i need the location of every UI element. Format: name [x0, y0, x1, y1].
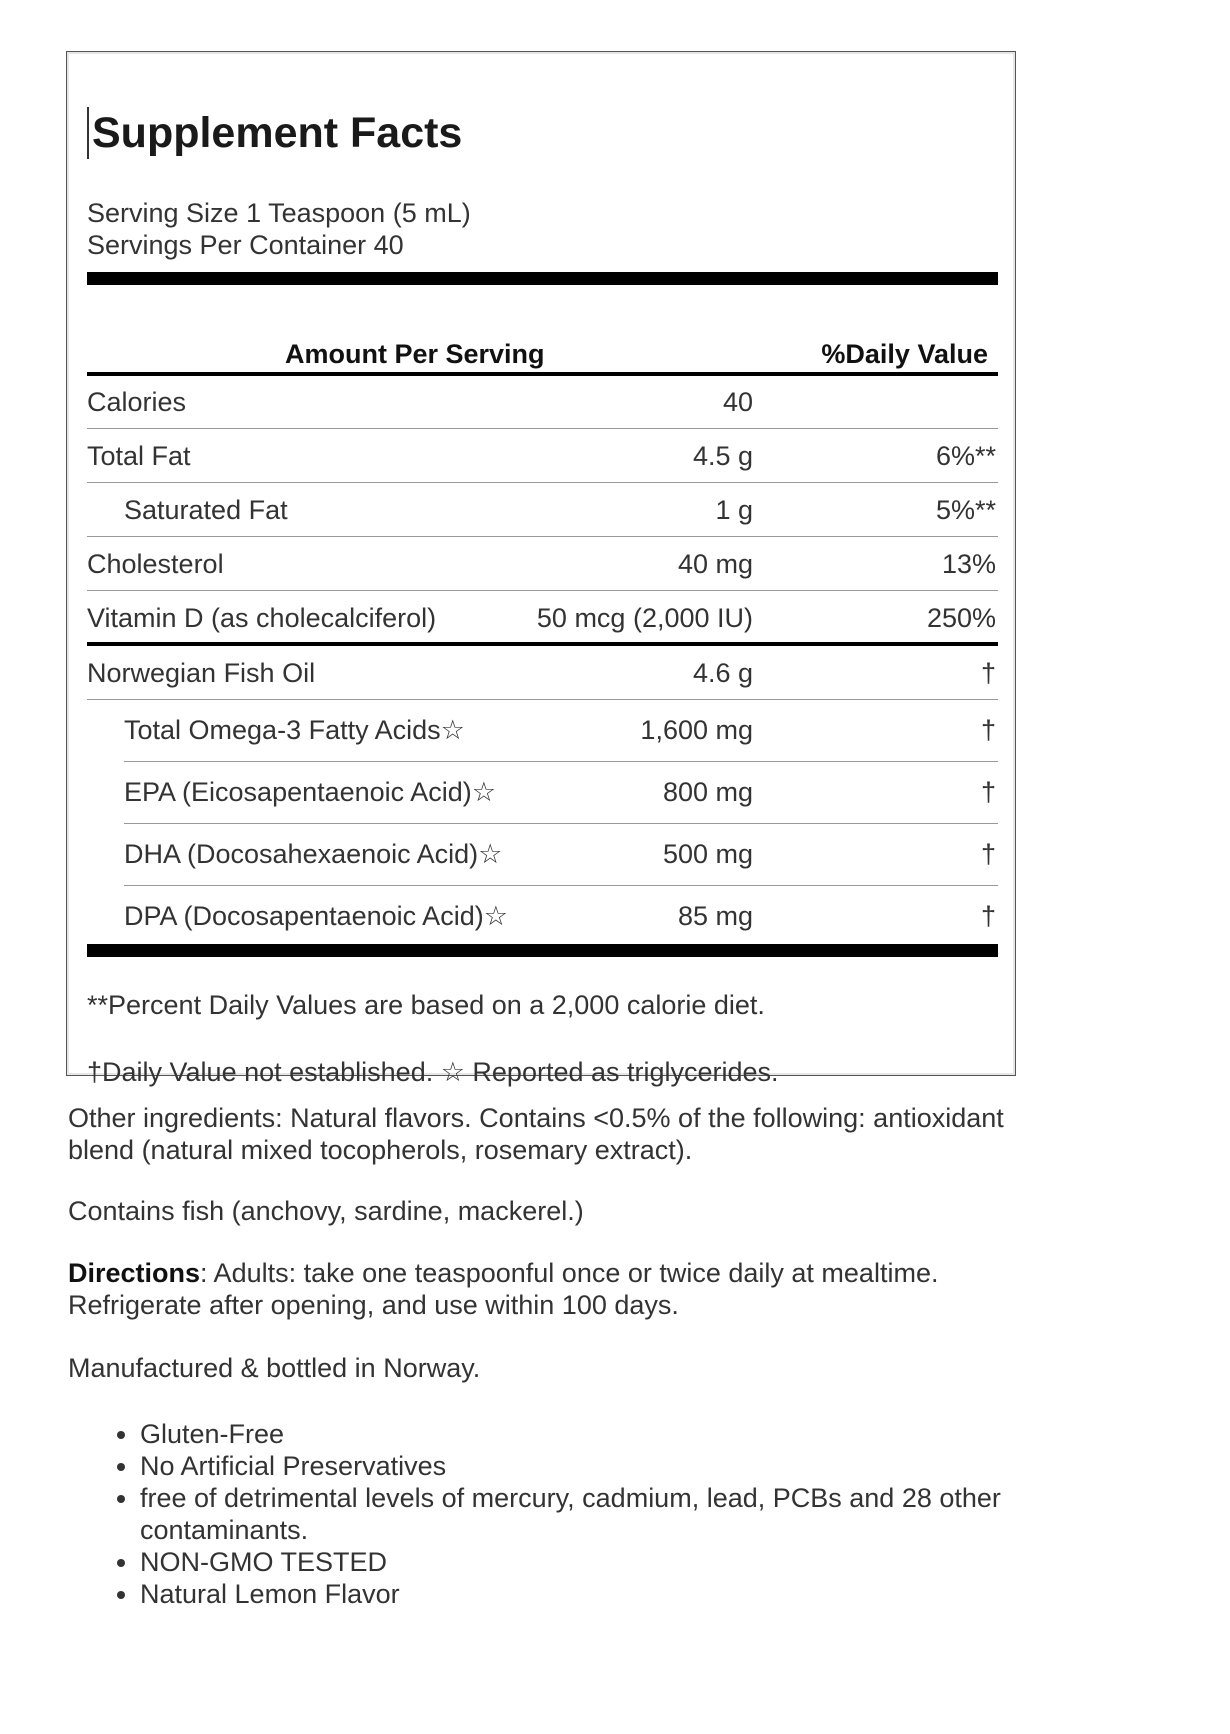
row-divider — [87, 482, 998, 483]
nutrient-amount: 1 g — [715, 495, 753, 525]
nutrient-daily-value: † — [980, 777, 996, 807]
table-row — [87, 384, 998, 420]
supplement-facts-panel — [66, 51, 1016, 1087]
directions — [68, 1257, 1028, 1321]
other-ingredients: Other ingredients: Natural flavors. Contains <0.5% of the following: antioxidant blend (natural mixed tocopherols, rosemary extract). — [68, 1103, 1004, 1165]
nutrient-amount: 1,600 mg — [640, 715, 753, 745]
directions-label: Directions — [68, 1258, 201, 1288]
section-rule — [87, 642, 998, 646]
list-item: • NON-GMO TESTED — [140, 1546, 1040, 1578]
nutrient-name: Calories — [87, 387, 187, 417]
nutrient-name: Total Omega-3 Fatty Acids☆ — [124, 715, 465, 745]
nutrient-amount: 40 mg — [677, 549, 753, 579]
nutrient-name: Total Fat — [87, 441, 191, 471]
directions-text: : Adults: take one teaspoonful once or twice daily at mealtime. Refrigerate after opening, and use within 100 days. — [68, 1258, 939, 1320]
nutrient-amount: 500 mg — [662, 839, 753, 869]
nutrient-daily-value: † — [980, 839, 996, 869]
daily-value-header: %Daily Value — [821, 339, 988, 369]
row-divider — [124, 885, 998, 886]
manufactured-statement: Manufactured & bottled in Norway. — [68, 1353, 481, 1383]
header-rule — [87, 372, 998, 376]
table-header — [87, 339, 998, 370]
nutrient-name: Saturated Fat — [124, 495, 288, 525]
list-item: • No Artificial Preservatives — [140, 1450, 1040, 1482]
row-divider — [87, 536, 998, 537]
table-row — [87, 774, 998, 810]
table-row — [87, 898, 998, 934]
nutrient-daily-value: † — [980, 715, 996, 745]
table-row — [87, 600, 998, 636]
table-row — [87, 836, 998, 872]
nutrient-name: Vitamin D (as cholecalciferol) — [87, 603, 437, 633]
nutrient-amount: 40 — [722, 387, 753, 417]
feature-list — [68, 1418, 1040, 1610]
row-divider — [87, 590, 998, 591]
nutrient-daily-value: † — [980, 901, 996, 931]
row-divider — [124, 823, 998, 824]
row-divider — [87, 699, 998, 700]
nutrient-amount: 50 mcg (2,000 IU) — [536, 603, 753, 633]
dagger-footnote: †Daily Value not established. ☆ Reported as triglycerides. — [87, 1057, 779, 1087]
nutrient-daily-value: 13% — [941, 549, 996, 579]
row-divider — [87, 428, 998, 429]
percent-footnote: **Percent Daily Values are based on a 2,000 calorie diet. — [87, 990, 765, 1020]
nutrient-name: Norwegian Fish Oil — [87, 658, 316, 688]
nutrient-name: DPA (Docosapentaenoic Acid)☆ — [124, 901, 508, 931]
nutrient-amount: 85 mg — [677, 901, 753, 931]
nutrient-daily-value: † — [980, 658, 996, 688]
nutrient-daily-value: 250% — [926, 603, 996, 633]
list-item: • Gluten-Free — [140, 1418, 1040, 1450]
nutrient-name: DHA (Docosahexaenoic Acid)☆ — [124, 839, 503, 869]
page-title: Supplement Facts — [87, 107, 462, 159]
list-item: • Natural Lemon Flavor — [140, 1578, 1040, 1610]
nutrient-daily-value: 6%** — [935, 441, 996, 471]
nutrient-daily-value: 5%** — [935, 495, 996, 525]
row-divider — [124, 761, 998, 762]
allergen-statement: Contains fish (anchovy, sardine, mackerel.) — [68, 1196, 584, 1226]
nutrient-name: Cholesterol — [87, 549, 224, 579]
nutrient-amount: 800 mg — [662, 777, 753, 807]
amount-per-serving-header: Amount Per Serving — [285, 339, 545, 369]
serving-size: Serving Size 1 Teaspoon (5 mL) — [87, 198, 471, 228]
top-thick-rule — [87, 272, 998, 285]
nutrient-name: EPA (Eicosapentaenoic Acid)☆ — [124, 777, 496, 807]
table-row — [87, 492, 998, 528]
nutrient-amount: 4.5 g — [692, 441, 753, 471]
table-row — [87, 712, 998, 748]
nutrient-amount: 4.6 g — [692, 658, 753, 688]
table-row — [87, 655, 998, 691]
servings-per-container: Servings Per Container 40 — [87, 230, 404, 260]
list-item: • free of detrimental levels of mercury, cadmium, lead, PCBs and 28 other contaminants. — [140, 1482, 1040, 1546]
bottom-thick-rule — [87, 944, 998, 957]
table-row — [87, 546, 998, 582]
table-row — [87, 438, 998, 474]
